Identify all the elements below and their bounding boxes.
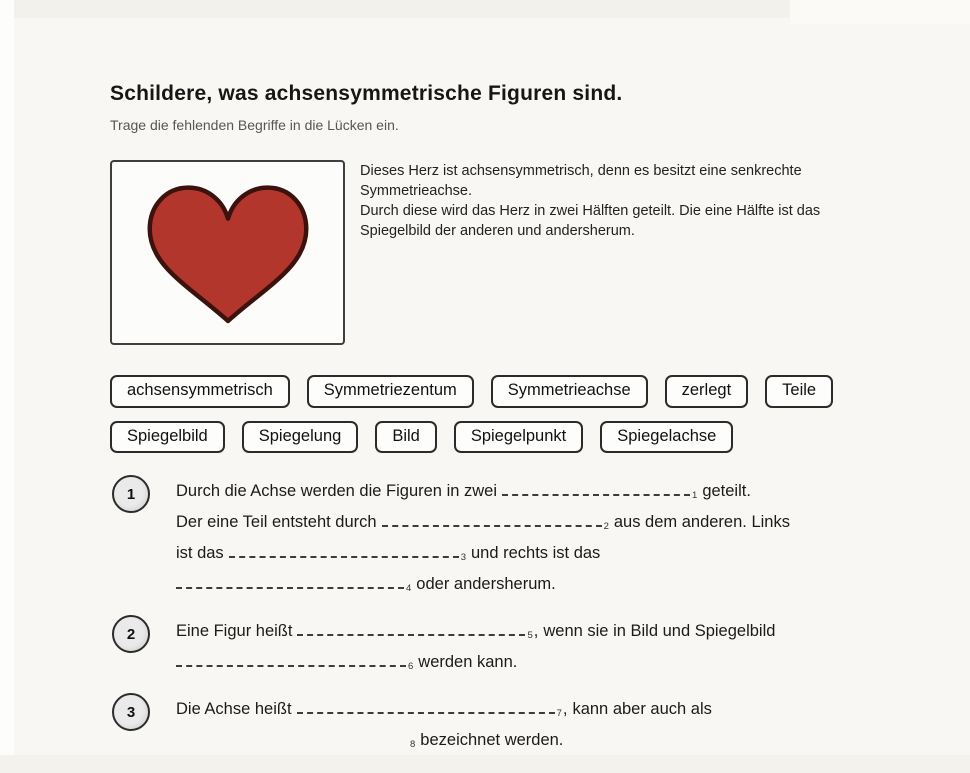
word-chip-spiegelachse[interactable]: Spiegelachse (600, 421, 733, 454)
question-number-badge: 3 (112, 693, 150, 731)
question-text: und rechts ist das (470, 544, 601, 562)
question-body (176, 616, 962, 679)
word-chip-symmetriezentum[interactable]: Symmetriezentum (307, 375, 474, 408)
question-3 (112, 694, 962, 757)
question-line (176, 648, 962, 679)
blank-number: 4 (406, 583, 412, 594)
question-2 (112, 616, 962, 679)
blank-number: 8 (410, 739, 416, 750)
question-text: Der eine Teil entsteht durch (176, 513, 377, 531)
question-text: Durch die Achse werden die Figuren in zwei (176, 482, 498, 500)
question-number-badge: 1 (112, 475, 150, 513)
example-description (360, 161, 860, 241)
heart-icon (142, 174, 314, 332)
question-line (176, 726, 962, 757)
blank-5[interactable] (297, 622, 538, 640)
blank-suffix: , (533, 622, 539, 640)
header (110, 82, 910, 133)
top-right-decoration (790, 0, 970, 24)
blank-2[interactable] (382, 513, 609, 531)
blank-6[interactable] (176, 653, 413, 671)
blank-3[interactable] (229, 544, 466, 562)
word-bank (110, 375, 910, 466)
question-text: Eine Figur heißt (176, 622, 293, 640)
left-strip-decoration (0, 0, 14, 773)
blank-dash-line[interactable] (382, 522, 602, 527)
example-paragraph-1: Dieses Herz ist achsensymmetrisch, denn es besitzt eine senkrechte Symmetrieachse. (360, 163, 802, 199)
blank-suffix: , (562, 700, 568, 718)
question-text: bezeichnet werden. (420, 731, 564, 749)
example-image-box (110, 160, 345, 345)
blank-dash-line[interactable] (297, 709, 555, 714)
question-text: oder andersherum. (416, 575, 556, 593)
blank-number: 5 (527, 630, 533, 641)
blank-dash-line[interactable] (176, 584, 404, 589)
blank-8[interactable] (408, 731, 415, 749)
word-bank-row (110, 375, 910, 408)
blank-dash-line[interactable] (176, 662, 406, 667)
question-body (176, 476, 962, 601)
question-1 (112, 476, 962, 601)
word-bank-row (110, 421, 910, 454)
question-text: aus dem anderen. Links (613, 513, 790, 531)
word-chip-symmetrieachse[interactable]: Symmetrieachse (491, 375, 648, 408)
question-line (176, 570, 962, 601)
question-text: geteilt. (702, 482, 751, 500)
word-chip-spiegelpunkt[interactable]: Spiegelpunkt (454, 421, 583, 454)
question-line (176, 617, 962, 648)
word-chip-achsensymmetrisch[interactable]: achsensymmetrisch (110, 375, 290, 408)
blank-number: 2 (603, 521, 609, 532)
page-subtitle: Trage die fehlenden Begriffe in die Lücken ein. (110, 117, 399, 133)
example-paragraph-2: Durch diese wird das Herz in zwei Hälften geteilt. Die eine Hälfte ist das Spiegelbild der anderen und andersherum. (360, 203, 821, 239)
blank-1[interactable] (502, 482, 697, 500)
page-title: Schildere, was achsensymmetrische Figuren sind. (110, 82, 623, 105)
question-number-badge: 2 (112, 615, 150, 653)
blank-dash-line[interactable] (502, 491, 690, 496)
question-text: werden kann. (418, 653, 518, 671)
top-band-decoration (10, 0, 790, 18)
blank-4[interactable] (176, 575, 411, 593)
word-chip-bild[interactable]: Bild (375, 421, 437, 454)
blank-dash-line[interactable] (229, 553, 459, 558)
blank-dash-line[interactable] (297, 631, 525, 636)
blank-number: 3 (460, 552, 466, 563)
question-text: ist das (176, 544, 224, 562)
question-text: Die Achse heißt (176, 700, 292, 718)
word-chip-spiegelung[interactable]: Spiegelung (242, 421, 359, 454)
question-line (176, 539, 962, 570)
question-body (176, 694, 962, 757)
question-line (176, 477, 962, 508)
blank-number: 7 (556, 708, 562, 719)
blank-7[interactable] (297, 700, 568, 718)
question-line (176, 695, 962, 726)
question-line (176, 508, 962, 539)
word-chip-zerlegt[interactable]: zerlegt (665, 375, 749, 408)
question-text: kann aber auch als (572, 700, 712, 718)
blank-number: 1 (692, 490, 698, 501)
blank-number: 6 (408, 661, 414, 672)
question-text: wenn sie in Bild und Spiegelbild (543, 622, 776, 640)
word-chip-spiegelbild[interactable]: Spiegelbild (110, 421, 225, 454)
word-chip-teile[interactable]: Teile (765, 375, 833, 408)
questions (112, 476, 962, 772)
